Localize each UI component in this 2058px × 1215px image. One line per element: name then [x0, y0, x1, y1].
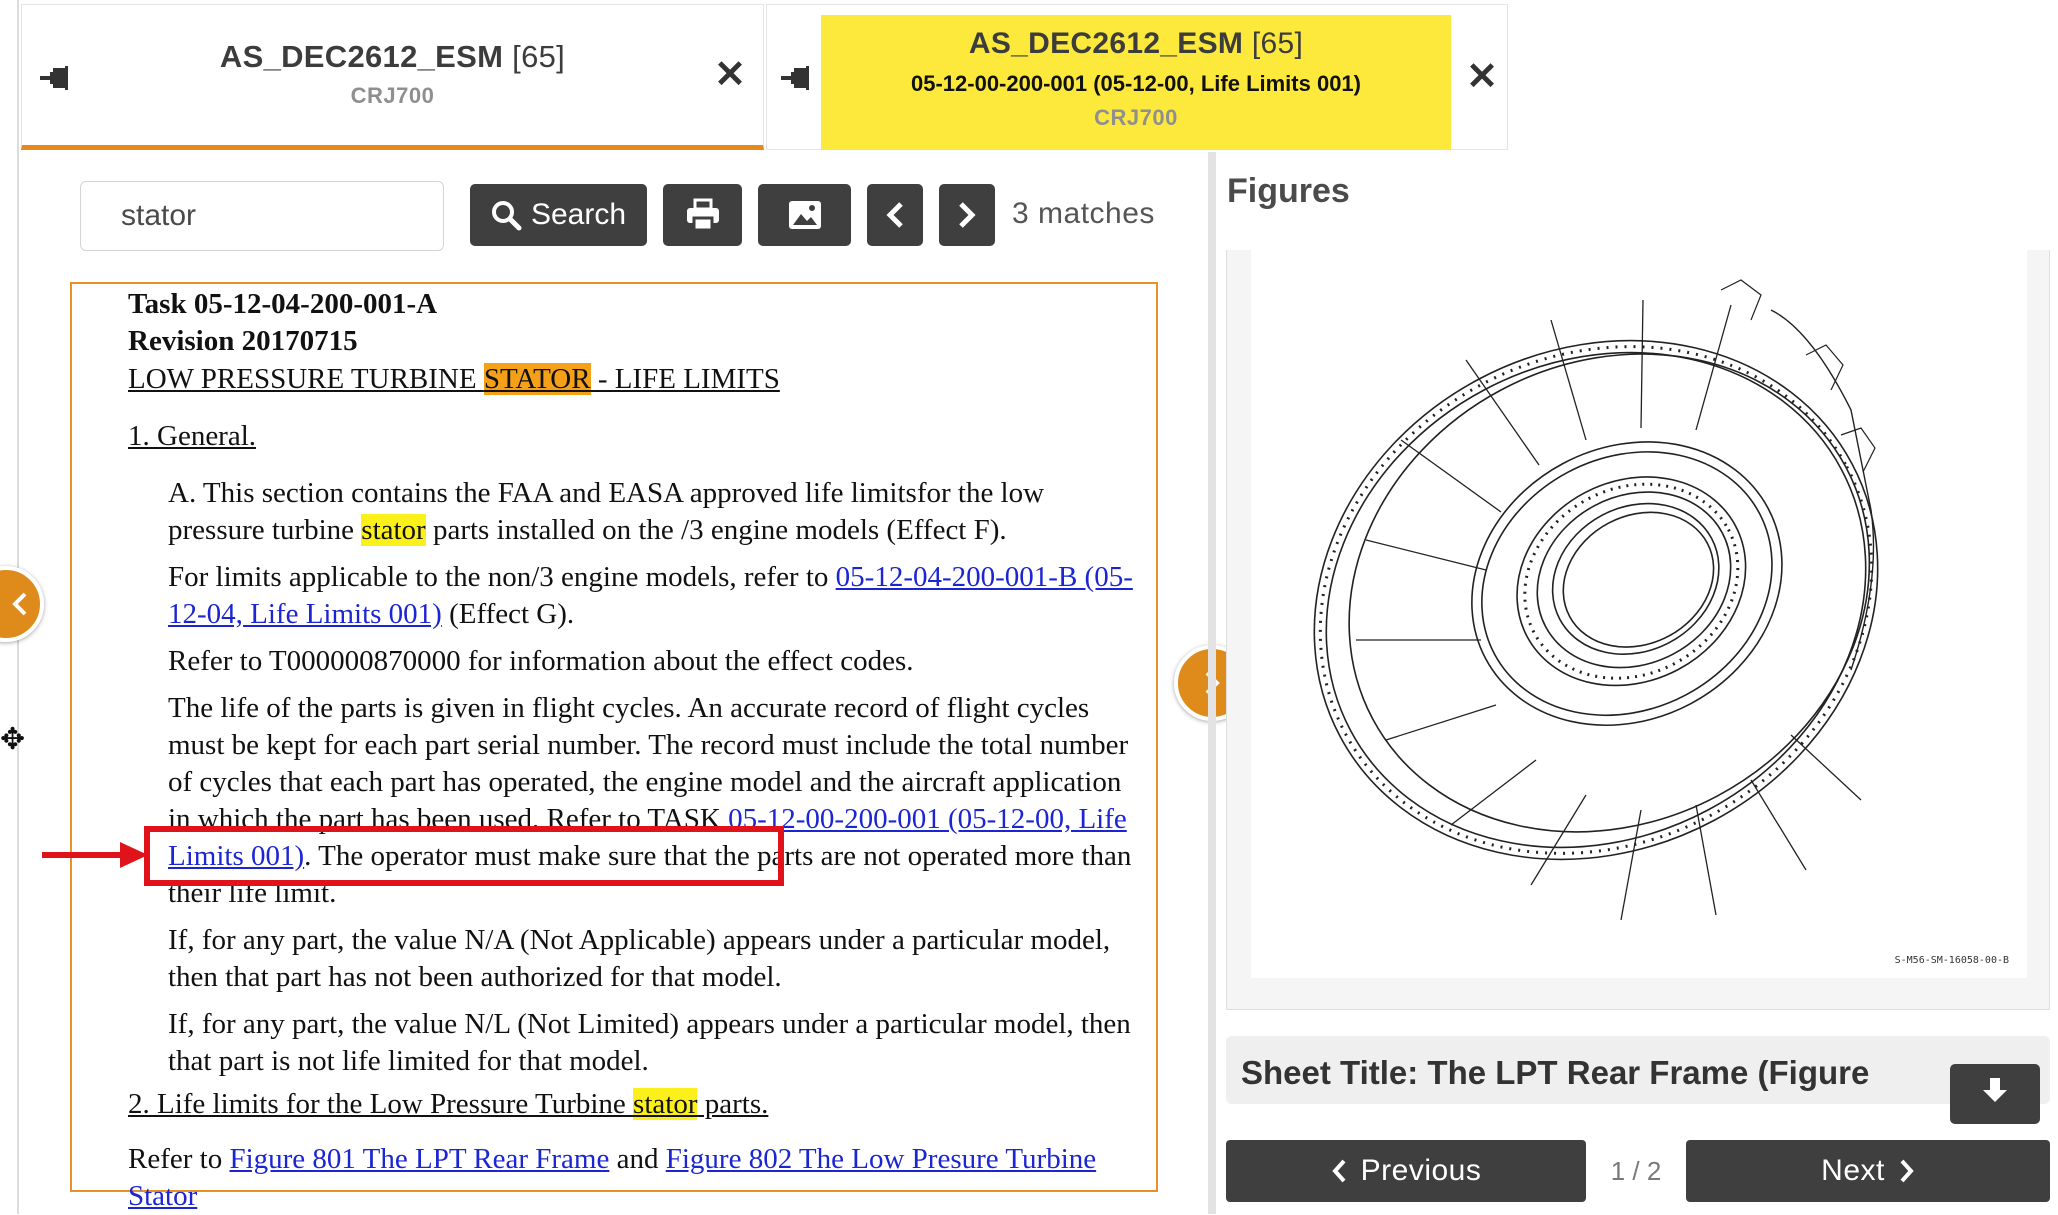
chevron-left-icon	[886, 201, 904, 229]
paragraph-flight-cycles: The life of the parts is given in flight cycles. An accurate record of flight cycles must be kept for each part serial number. The record must include the total number of cycles that each part has operated, the engine model and the aircraft application in which the part has been used. Refer to TASK 05-12-00-200-001 (05-12-00, Life Limits 001). The operator must make sure that the parts are not operated more than their life limit.	[168, 692, 1132, 909]
sheet-title-bar	[1226, 1036, 2050, 1104]
search-input[interactable]	[80, 181, 444, 251]
figure-image	[1251, 250, 2027, 978]
print-icon	[686, 199, 720, 231]
tab-aircraft: CRJ700	[1094, 105, 1178, 130]
section-heading-general: 1. General.	[128, 420, 257, 452]
document-viewer[interactable]	[70, 282, 1158, 1212]
tab-aircraft: CRJ700	[350, 83, 435, 108]
search-button-label: Search	[530, 198, 627, 231]
chevron-right-icon	[958, 201, 976, 229]
search-match: stator	[633, 1088, 698, 1120]
figures-heading: Figures	[1227, 172, 1350, 210]
task-number: Task 05-12-04-200-001-A	[128, 288, 438, 320]
paragraph-scope: A. This section contains the FAA and EASA approved life limitsfor the low pressure turbine stator parts installed on the /3 engine models (Effect F).	[168, 477, 1045, 546]
image-icon	[788, 200, 822, 230]
chevron-right-icon	[1899, 1158, 1915, 1184]
tab-label-group	[22, 39, 763, 109]
figure-viewer[interactable]	[1226, 250, 2050, 1010]
panel-splitter[interactable]	[1208, 152, 1216, 1214]
lpt-rear-frame-drawing	[1251, 250, 2027, 978]
close-icon[interactable]: ✕	[714, 54, 746, 96]
tab-document-reference: 05-12-00-200-001 (05-12-00, Life Limits 001)	[910, 71, 1361, 96]
tab-active-label	[821, 15, 1451, 150]
search-button[interactable]	[470, 184, 647, 246]
sheet-title: Sheet Title: The LPT Rear Frame (Figure	[1241, 1054, 1870, 1091]
collapse-left-panel-button[interactable]	[0, 566, 44, 642]
download-button[interactable]	[1950, 1064, 2040, 1124]
figure-page-indicator: 1 / 2	[1610, 1156, 1662, 1186]
tab-title: AS_DEC2612_ESM [65]	[219, 39, 566, 74]
previous-match-button[interactable]	[867, 184, 923, 246]
chevron-left-icon	[1331, 1158, 1347, 1184]
previous-label: Previous	[1360, 1154, 1482, 1187]
link-figure-801[interactable]: Figure 801 The LPT Rear Frame	[229, 1143, 610, 1175]
chevron-left-icon	[9, 590, 29, 618]
tab-document-1[interactable]	[21, 4, 764, 150]
figure-code: S-M56-SM-16058-00-B	[1894, 955, 2009, 966]
paragraph-non3-limits: For limits applicable to the non/3 engine models, refer to 05-12-04-200-001-B (05-12-04, Life Limits 001) (Effect G).	[168, 561, 1133, 630]
link-figure-802[interactable]: Figure 802 The Low Presure Turbine Stator	[128, 1143, 1097, 1212]
print-button[interactable]	[663, 184, 742, 246]
annotation-highlight-box	[144, 826, 784, 886]
section-heading-life-limits: 2. Life limits for the Low Pressure Turbine stator parts.	[128, 1088, 769, 1120]
current-search-match: STATOR	[483, 363, 591, 395]
tab-document-2[interactable]	[766, 4, 1508, 150]
paragraph-figure-refs: Refer to Figure 801 The LPT Rear Frame and Figure 802 The Low Presure Turbine Stator	[128, 1143, 1097, 1212]
link-05-12-00-200-001[interactable]: 05-12-00-200-001 (05-12-00, Life Limits 001)	[168, 803, 1127, 872]
next-label: Next	[1821, 1154, 1885, 1187]
next-figure-button[interactable]	[1686, 1140, 2050, 1202]
link-05-12-04-200-001-b[interactable]: 05-12-04-200-001-B (05-12-04, Life Limits 001)	[168, 561, 1133, 630]
match-count: 3 matches	[1012, 197, 1155, 230]
paragraph-not-limited: If, for any part, the value N/L (Not Limited) appears under a particular model, then that part is not life limited for that model.	[168, 1008, 1131, 1077]
download-icon	[1950, 1064, 2040, 1124]
close-icon[interactable]: ✕	[1466, 56, 1498, 98]
previous-figure-button[interactable]	[1226, 1140, 1586, 1202]
image-button[interactable]	[758, 184, 851, 246]
document-title: LOW PRESSURE TURBINE STATOR - LIFE LIMITS	[128, 363, 780, 395]
paragraph-effect-codes: Refer to T000000870000 for information about the effect codes.	[168, 645, 914, 677]
revision-number: Revision 20170715	[128, 325, 358, 357]
pin-icon[interactable]	[781, 63, 815, 93]
arrow-annotation-icon	[40, 840, 150, 870]
move-cursor-icon: ✥	[0, 723, 26, 756]
next-match-button[interactable]	[939, 184, 995, 246]
tab-title: AS_DEC2612_ESM [65]	[968, 27, 1304, 60]
paragraph-not-applicable: If, for any part, the value N/A (Not Applicable) appears under a particular model, then that part has not been authorized for that model.	[168, 924, 1111, 993]
search-icon	[491, 200, 521, 230]
search-match: stator	[361, 514, 426, 546]
